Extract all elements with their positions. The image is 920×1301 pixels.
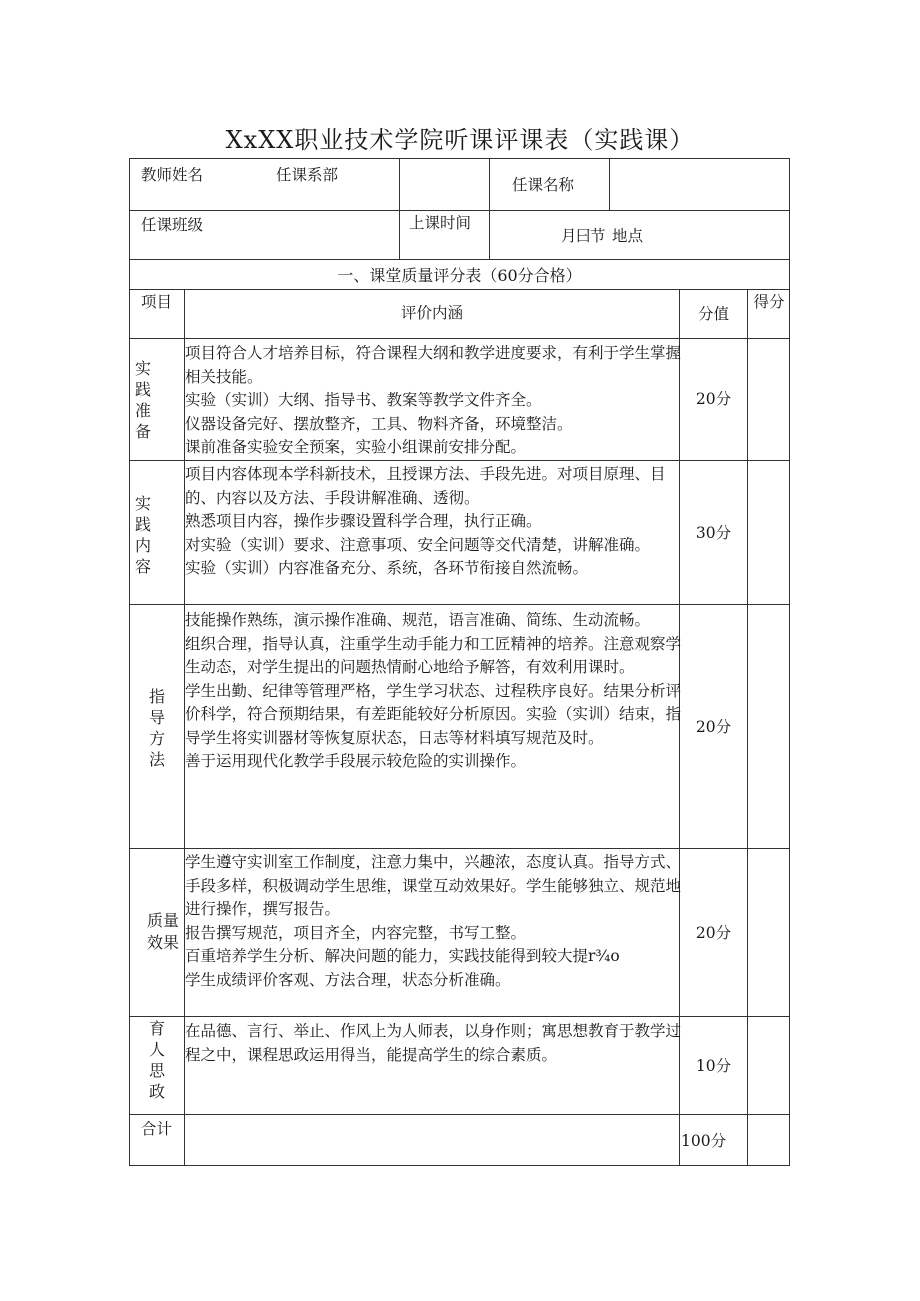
table-border-right bbox=[789, 158, 790, 1166]
col-divider-score bbox=[747, 289, 748, 1166]
col-divider bbox=[609, 158, 610, 210]
content-line: 学生遵守实训室工作制度，注意力集中，兴趣浓，态度认真。指导方式、手段多样，积极调动学生思维，课堂互动效果好。学生能够独立、规范地进行操作，撰写报告。 bbox=[185, 853, 682, 918]
content-line: 对实验（实训）要求、注意事项、安全问题等交代清楚，讲解准确。 bbox=[185, 535, 651, 554]
evaluation-table bbox=[129, 158, 790, 1166]
row-item-label: 实践准备 bbox=[134, 359, 151, 441]
content-line: 仪器设备完好、摆放整齐，工具、物料齐备，环境整洁。 bbox=[185, 414, 573, 433]
row-item-label: 指导方法 bbox=[148, 687, 165, 769]
row-divider bbox=[129, 259, 790, 260]
content-line: 在品德、言行、举止、作风上为人师表，以身作则；寓思想教育于教学过程之中，课程思政运用得当，能提高学生的综合素质。 bbox=[185, 1022, 682, 1064]
content-line: 学生出勤、纪律等管理严格，学生学习状态、过程秩序良好。结果分析评价科学，符合预期结果，有差距能较好分析原因。实验（实训）结束，指导学生将实训器材等恢复原状态，日志等材料填写规范及时。 bbox=[185, 681, 682, 747]
total-label: 合计 bbox=[141, 1120, 173, 1138]
row-divider bbox=[129, 210, 790, 211]
page-title: XxXX职业技术学院听课评课表（实践课） bbox=[225, 126, 695, 154]
dept-label: 任课系部 bbox=[276, 166, 339, 184]
content-line: 项目内容体现本学科新技术，且授课方法、手段先进。对项目原理、目的、内容以及方法、手段讲解准确、透彻。 bbox=[185, 465, 666, 507]
date-section-label: 月曰节 bbox=[561, 227, 605, 245]
row-score: 20分 bbox=[695, 390, 732, 408]
row-content bbox=[185, 851, 685, 992]
section-title: 一、课堂质量评分表（60分合格） bbox=[337, 266, 582, 285]
content-line: 善于运用现代化教学手段展示较危险的实训操作。 bbox=[185, 752, 527, 770]
time-label: 上课时间 bbox=[409, 214, 472, 232]
content-line: 熟悉项目内容，操作步骤设置科学合理，执行正确。 bbox=[185, 512, 542, 530]
row-score: 20分 bbox=[695, 718, 732, 736]
row-divider bbox=[129, 1114, 790, 1115]
row-content bbox=[185, 342, 685, 460]
col-header-score: 分值 bbox=[697, 305, 729, 323]
teacher-name-label: 教师姓名 bbox=[141, 166, 204, 184]
row-divider bbox=[129, 848, 790, 849]
total-score: 100分 bbox=[681, 1132, 727, 1150]
col-header-item: 项目 bbox=[141, 293, 173, 311]
content-line: 项目符合人才培养目标，符合课程大纲和教学进度要求，有利于学生掌握相关技能。 bbox=[185, 344, 682, 386]
content-line: 实验（实训）大纲、指导书、教案等教学文件齐全。 bbox=[185, 391, 542, 409]
row-divider bbox=[129, 338, 790, 339]
course-name-label: 任课名称 bbox=[512, 176, 575, 194]
row-content bbox=[185, 1020, 685, 1067]
col-divider bbox=[399, 158, 400, 259]
row-item-label: 质量效果 bbox=[146, 911, 179, 952]
row-content bbox=[185, 609, 685, 774]
table-border-top bbox=[129, 158, 790, 159]
content-line: 报告撰写规范，项目齐全，内容完整，书写工整。 bbox=[185, 923, 527, 942]
content-line: 百重培养学生分析、解决问题的能力，实践技能得到较大提r¾o bbox=[185, 947, 620, 965]
row-item-label: 实践内容 bbox=[134, 494, 151, 576]
class-label: 任课班级 bbox=[141, 216, 204, 234]
col-divider bbox=[489, 210, 490, 259]
content-line: 技能操作熟练，演示操作准确、规范，语言准确、简练、生动流畅。 bbox=[185, 611, 651, 629]
row-item-label: 育人思政 bbox=[148, 1019, 165, 1101]
content-line: 组织合理，指导认真，注重学生动手能力和工匠精神的培养。注意观察学生动态，对学生提出的问题热情耐心地给予解答，有效利用课时。 bbox=[185, 634, 682, 676]
row-content bbox=[185, 463, 685, 581]
content-line: 实验（实训）内容准备充分、系统，各环节衔接自然流畅。 bbox=[185, 559, 589, 577]
col-header-got: 得分 bbox=[753, 293, 785, 311]
col-header-content: 评价内涵 bbox=[400, 304, 463, 322]
row-score: 10分 bbox=[695, 1057, 732, 1075]
row-divider bbox=[129, 1016, 790, 1017]
row-score: 30分 bbox=[695, 524, 732, 542]
col-divider bbox=[489, 158, 490, 210]
table-border-left bbox=[129, 158, 130, 1166]
content-line: 学生成绩评价客观、方法合理，状态分析准确。 bbox=[185, 970, 511, 989]
table-border-bottom bbox=[129, 1165, 790, 1166]
row-divider bbox=[129, 460, 790, 461]
content-line: 课前准备实验安全预案，实验小组课前安排分配。 bbox=[185, 438, 527, 456]
row-divider bbox=[129, 604, 790, 605]
row-score: 20分 bbox=[695, 924, 732, 942]
row-divider bbox=[129, 289, 790, 290]
location-label: 地点 bbox=[612, 227, 644, 245]
